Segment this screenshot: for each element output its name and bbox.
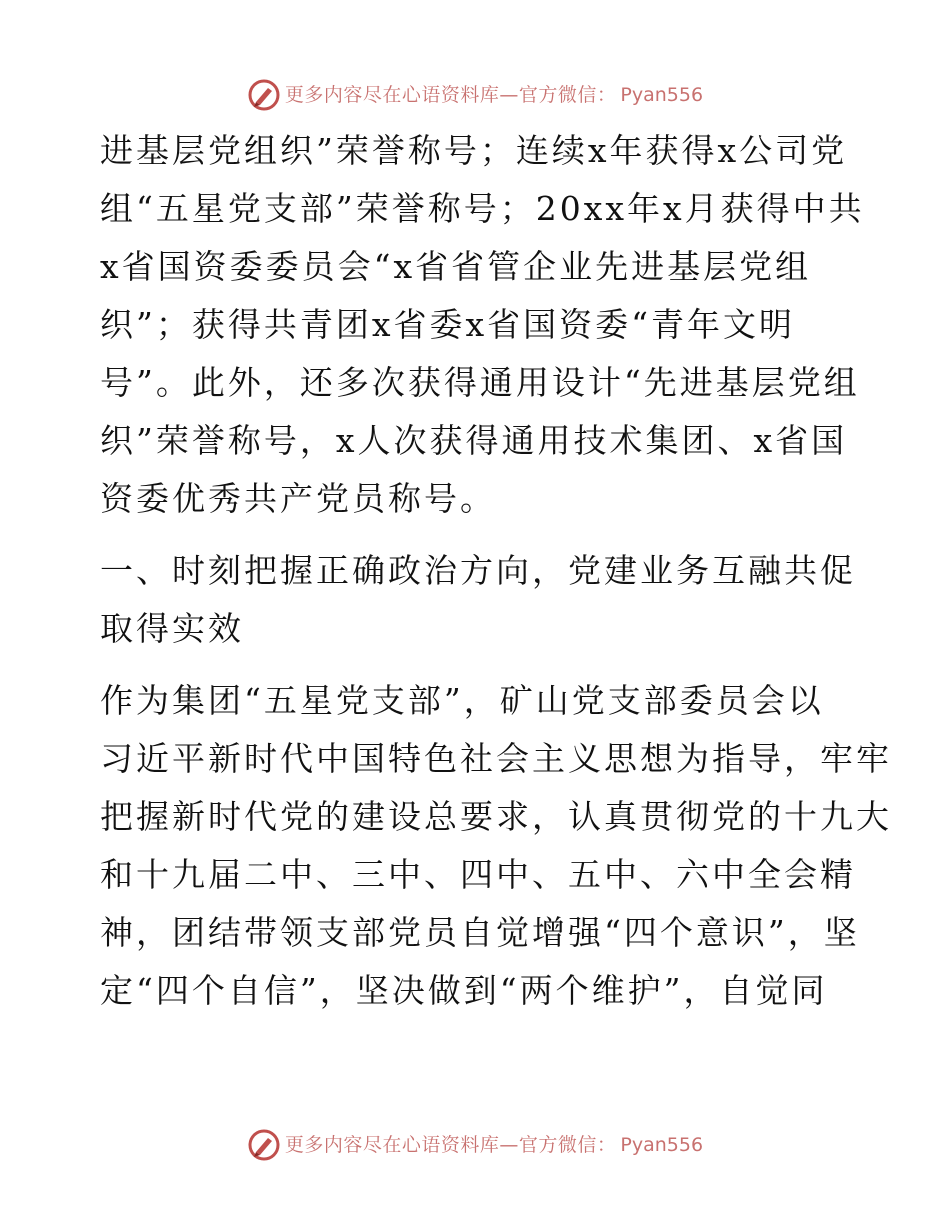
paragraph-spacer [100, 658, 860, 672]
paragraph-2 [100, 672, 892, 1020]
text-line: 组“五星党支部”荣誉称号；20xx年x月获得中共 [100, 189, 865, 228]
watermark-text: 更多内容尽在心语资料库—官方微信： [284, 84, 617, 106]
heading-line: 一、时刻把握正确政治方向，党建业务互融共促 [100, 551, 856, 590]
text-line: 神，团结带领支部党员自觉增强“四个意识”，坚 [100, 913, 860, 952]
paragraph-1 [100, 122, 865, 528]
text-line: 织”荣誉称号，x人次获得通用技术集团、x省国 [100, 421, 848, 460]
text-line: 和十九届二中、三中、四中、五中、六中全会精 [100, 855, 856, 894]
watermark-text: 更多内容尽在心语资料库—官方微信： [284, 1134, 617, 1156]
header-watermark [0, 78, 950, 112]
text-line: 织”；获得共青团x省委x省国资委“青年文明 [100, 305, 795, 344]
text-line: 作为集团“五星党支部”，矿山党支部委员会以 [100, 681, 824, 720]
text-line: 号”。此外，还多次获得通用设计“先进基层党组 [100, 363, 860, 402]
text-line: 资委优秀共产党员称号。 [100, 479, 496, 518]
text-line: 定“四个自信”，坚决做到“两个维护”，自觉同 [100, 971, 828, 1010]
paragraph-spacer [100, 528, 860, 542]
text-line: 进基层党组织”荣誉称号；连续x年获得x公司党 [100, 131, 848, 170]
pen-logo-icon [247, 1128, 281, 1162]
text-line: 把握新时代党的建设总要求，认真贯彻党的十九大 [100, 797, 892, 836]
footer-watermark [0, 1128, 950, 1162]
document-body [100, 122, 892, 1020]
text-line: x省国资委委员会“x省省管企业先进基层党组 [100, 247, 812, 286]
heading-line: 取得实效 [100, 609, 244, 648]
watermark-wechat-id: Pyan556 [620, 84, 704, 106]
section-heading [100, 542, 860, 658]
text-line: 习近平新时代中国特色社会主义思想为指导，牢牢 [100, 739, 892, 778]
pen-logo-icon [247, 78, 281, 112]
watermark-wechat-id: Pyan556 [620, 1134, 704, 1156]
